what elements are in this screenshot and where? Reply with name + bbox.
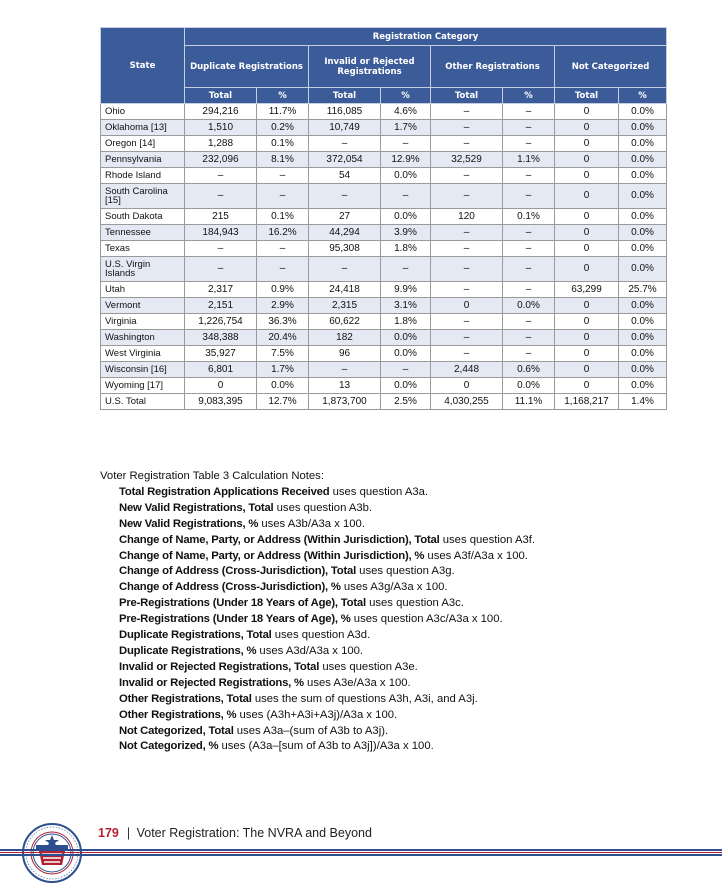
state-name-cell: Oklahoma [13]: [101, 120, 185, 136]
value-cell: –: [503, 184, 555, 209]
value-cell: 96: [309, 346, 381, 362]
note-line: [119, 660, 700, 676]
value-cell: 2.5%: [381, 394, 431, 410]
value-cell: 0.0%: [619, 136, 667, 152]
value-cell: 294,216: [185, 104, 257, 120]
note-term: Not Categorized, Total: [119, 724, 234, 737]
note-term: New Valid Registrations, Total: [119, 501, 274, 514]
value-cell: –: [431, 104, 503, 120]
value-cell: –: [309, 362, 381, 378]
footer-stripes: [0, 849, 722, 856]
value-cell: 95,308: [309, 241, 381, 257]
value-cell: 1.7%: [257, 362, 309, 378]
value-cell: 182: [309, 330, 381, 346]
note-term: Pre-Registrations (Under 18 Years of Age), Total: [119, 597, 366, 610]
value-cell: 0.0%: [619, 184, 667, 209]
note-term: Invalid or Rejected Registrations, Total: [119, 660, 320, 673]
table-row: [101, 136, 667, 152]
value-cell: 0.0%: [619, 378, 667, 394]
value-cell: 1,873,700: [309, 394, 381, 410]
note-term: Duplicate Registrations, Total: [119, 629, 272, 642]
note-description: uses (A3a–[sum of A3b to A3j])/A3a x 100.: [218, 740, 434, 753]
table-row: [101, 184, 667, 209]
value-cell: 0.1%: [503, 209, 555, 225]
value-cell: 0.0%: [381, 346, 431, 362]
value-cell: –: [503, 330, 555, 346]
value-cell: 0: [431, 298, 503, 314]
value-cell: –: [309, 257, 381, 282]
value-cell: 8.1%: [257, 152, 309, 168]
group-header-duplicate: Duplicate Registrations: [185, 46, 309, 88]
note-description: uses the sum of questions A3h, A3i, and A3j.: [251, 692, 478, 705]
value-cell: –: [431, 184, 503, 209]
table-row: [101, 298, 667, 314]
table-row: [101, 378, 667, 394]
note-line: [119, 644, 700, 660]
value-cell: 372,054: [309, 152, 381, 168]
value-cell: 13: [309, 378, 381, 394]
note-description: uses question A3f.: [439, 533, 536, 546]
value-cell: 12.9%: [381, 152, 431, 168]
calculation-notes: [100, 469, 700, 755]
value-cell: 0: [555, 136, 619, 152]
value-cell: 2,151: [185, 298, 257, 314]
note-term: Duplicate Registrations, %: [119, 644, 257, 657]
state-name-cell: U.S. Total: [101, 394, 185, 410]
note-description: uses question A3a.: [329, 485, 429, 498]
table-row: [101, 362, 667, 378]
value-cell: 16.2%: [257, 225, 309, 241]
value-cell: 27: [309, 209, 381, 225]
table-row: [101, 394, 667, 410]
note-line: [119, 501, 700, 517]
value-cell: 0: [555, 298, 619, 314]
value-cell: 0.0%: [257, 378, 309, 394]
value-cell: –: [185, 257, 257, 282]
value-cell: –: [431, 314, 503, 330]
value-cell: 2.9%: [257, 298, 309, 314]
value-cell: 0.0%: [619, 362, 667, 378]
value-cell: 0: [555, 330, 619, 346]
value-cell: –: [257, 184, 309, 209]
value-cell: –: [381, 136, 431, 152]
value-cell: –: [503, 136, 555, 152]
note-term: Not Categorized, %: [119, 740, 219, 753]
value-cell: 0.9%: [257, 282, 309, 298]
value-cell: 7.5%: [257, 346, 309, 362]
value-cell: 0.0%: [619, 104, 667, 120]
note-term: Pre-Registrations (Under 18 Years of Age), %: [119, 613, 351, 626]
note-term: Change of Address (Cross-Jurisdiction), Total: [119, 565, 357, 578]
value-cell: 0.1%: [257, 136, 309, 152]
state-name-cell: U.S. Virgin Islands: [101, 257, 185, 282]
value-cell: 0.0%: [381, 209, 431, 225]
value-cell: 3.9%: [381, 225, 431, 241]
note-term: New Valid Registrations, %: [119, 517, 259, 530]
value-cell: 0.0%: [619, 330, 667, 346]
value-cell: 25.7%: [619, 282, 667, 298]
value-cell: –: [503, 225, 555, 241]
value-cell: –: [431, 257, 503, 282]
value-cell: –: [185, 184, 257, 209]
note-line: [119, 596, 700, 612]
value-cell: 0: [555, 346, 619, 362]
value-cell: 0: [555, 152, 619, 168]
value-cell: –: [309, 136, 381, 152]
value-cell: 54: [309, 168, 381, 184]
table-row: [101, 282, 667, 298]
value-cell: –: [431, 330, 503, 346]
note-line: [119, 485, 700, 501]
note-term: Total Registration Applications Received: [119, 485, 330, 498]
state-name-cell: Utah: [101, 282, 185, 298]
value-cell: 0: [431, 378, 503, 394]
value-cell: 1,168,217: [555, 394, 619, 410]
value-cell: 0.0%: [619, 120, 667, 136]
note-description: uses question A3b.: [273, 501, 373, 514]
note-description: uses (A3h+A3i+A3j)/A3a x 100.: [236, 708, 398, 721]
note-description: uses question A3g.: [356, 565, 455, 578]
value-cell: 348,388: [185, 330, 257, 346]
value-cell: 1.8%: [381, 314, 431, 330]
value-cell: –: [381, 184, 431, 209]
table-row: [101, 346, 667, 362]
state-name-cell: Pennsylvania: [101, 152, 185, 168]
value-cell: 0.0%: [503, 378, 555, 394]
note-description: uses A3e/A3a x 100.: [303, 676, 411, 689]
value-cell: 6,801: [185, 362, 257, 378]
note-term: Change of Address (Cross-Jurisdiction), %: [119, 581, 341, 594]
note-line: [119, 549, 700, 565]
value-cell: 3.1%: [381, 298, 431, 314]
note-line: [119, 517, 700, 533]
note-description: uses question A3c/A3a x 100.: [350, 613, 503, 626]
value-cell: 10,749: [309, 120, 381, 136]
table-body: [101, 104, 667, 410]
value-cell: –: [431, 282, 503, 298]
state-name-cell: Texas: [101, 241, 185, 257]
value-cell: –: [257, 168, 309, 184]
registration-table: [100, 27, 667, 410]
value-cell: 0.0%: [619, 314, 667, 330]
value-cell: 0.0%: [381, 168, 431, 184]
value-cell: 4.6%: [381, 104, 431, 120]
note-line: [119, 676, 700, 692]
value-cell: 0.1%: [257, 209, 309, 225]
value-cell: 0.0%: [619, 241, 667, 257]
value-cell: –: [503, 168, 555, 184]
sub-header-total: Total: [185, 88, 257, 104]
note-term: Change of Name, Party, or Address (Within Jurisdiction), Total: [119, 533, 440, 546]
value-cell: 0: [555, 362, 619, 378]
value-cell: 9.9%: [381, 282, 431, 298]
table-row: [101, 209, 667, 225]
table-row: [101, 152, 667, 168]
note-term: Other Registrations, %: [119, 708, 237, 721]
note-line: [119, 612, 700, 628]
value-cell: 0.0%: [381, 378, 431, 394]
value-cell: 232,096: [185, 152, 257, 168]
value-cell: 9,083,395: [185, 394, 257, 410]
value-cell: 0: [555, 120, 619, 136]
value-cell: 2,317: [185, 282, 257, 298]
value-cell: 0: [185, 378, 257, 394]
value-cell: 0.6%: [503, 362, 555, 378]
footer-separator: |: [126, 826, 131, 840]
value-cell: 120: [431, 209, 503, 225]
group-header-not-categorized: Not Categorized: [555, 46, 667, 88]
value-cell: 0.0%: [619, 298, 667, 314]
sub-header-percent: %: [619, 88, 667, 104]
value-cell: 0: [555, 104, 619, 120]
value-cell: 116,085: [309, 104, 381, 120]
state-name-cell: Ohio: [101, 104, 185, 120]
value-cell: 0.2%: [257, 120, 309, 136]
value-cell: –: [431, 120, 503, 136]
state-name-cell: Wyoming [17]: [101, 378, 185, 394]
note-line: [119, 724, 700, 740]
table-row: [101, 104, 667, 120]
state-name-cell: Oregon [14]: [101, 136, 185, 152]
note-line: [119, 739, 700, 755]
value-cell: 0.0%: [381, 330, 431, 346]
note-description: uses A3g/A3a x 100.: [340, 581, 448, 594]
value-cell: 0: [555, 314, 619, 330]
value-cell: 0: [555, 257, 619, 282]
state-name-cell: Virginia: [101, 314, 185, 330]
page-footer: [98, 826, 372, 840]
group-header-other: Other Registrations: [431, 46, 555, 88]
note-description: uses A3b/A3a x 100.: [258, 517, 365, 530]
value-cell: 1,226,754: [185, 314, 257, 330]
category-header: Registration Category: [185, 28, 667, 46]
value-cell: –: [431, 136, 503, 152]
value-cell: –: [381, 362, 431, 378]
value-cell: 0: [555, 241, 619, 257]
value-cell: –: [503, 257, 555, 282]
note-line: [119, 564, 700, 580]
state-column-header: State: [101, 28, 185, 104]
page-number: 179: [98, 826, 119, 840]
value-cell: –: [503, 120, 555, 136]
value-cell: 44,294: [309, 225, 381, 241]
value-cell: 35,927: [185, 346, 257, 362]
table-row: [101, 241, 667, 257]
note-line: [119, 628, 700, 644]
value-cell: 0.0%: [619, 209, 667, 225]
note-description: uses A3d/A3a x 100.: [256, 644, 364, 657]
value-cell: –: [503, 104, 555, 120]
notes-title: Voter Registration Table 3 Calculation Notes:: [100, 470, 324, 482]
value-cell: –: [185, 241, 257, 257]
value-cell: 0: [555, 184, 619, 209]
value-cell: –: [257, 257, 309, 282]
footer-title: Voter Registration: The NVRA and Beyond: [136, 826, 372, 840]
table-row: [101, 120, 667, 136]
sub-header-percent: %: [257, 88, 309, 104]
value-cell: 0: [555, 209, 619, 225]
notes-list: [100, 485, 700, 755]
value-cell: 1.7%: [381, 120, 431, 136]
value-cell: 2,315: [309, 298, 381, 314]
value-cell: 1.1%: [503, 152, 555, 168]
table-row: [101, 314, 667, 330]
value-cell: 2,448: [431, 362, 503, 378]
sub-header-total: Total: [431, 88, 503, 104]
value-cell: 11.7%: [257, 104, 309, 120]
value-cell: –: [503, 346, 555, 362]
note-description: uses A3a–(sum of A3b to A3j).: [233, 724, 389, 737]
note-description: uses question A3e.: [319, 660, 418, 673]
value-cell: –: [431, 168, 503, 184]
note-description: uses question A3d.: [271, 629, 371, 642]
value-cell: 24,418: [309, 282, 381, 298]
value-cell: 4,030,255: [431, 394, 503, 410]
note-line: [119, 533, 700, 549]
state-name-cell: Vermont: [101, 298, 185, 314]
value-cell: 60,622: [309, 314, 381, 330]
sub-header-total: Total: [555, 88, 619, 104]
note-term: Invalid or Rejected Registrations, %: [119, 676, 304, 689]
value-cell: 1,288: [185, 136, 257, 152]
value-cell: –: [503, 282, 555, 298]
value-cell: 32,529: [431, 152, 503, 168]
value-cell: –: [431, 241, 503, 257]
state-name-cell: Rhode Island: [101, 168, 185, 184]
value-cell: 20.4%: [257, 330, 309, 346]
table-row: [101, 330, 667, 346]
table-row: [101, 257, 667, 282]
state-name-cell: Wisconsin [16]: [101, 362, 185, 378]
sub-header-percent: %: [381, 88, 431, 104]
note-description: uses question A3c.: [365, 597, 464, 610]
value-cell: 1.4%: [619, 394, 667, 410]
note-term: Other Registrations, Total: [119, 692, 252, 705]
value-cell: 0.0%: [619, 225, 667, 241]
state-name-cell: Washington: [101, 330, 185, 346]
value-cell: –: [309, 184, 381, 209]
value-cell: 0.0%: [619, 257, 667, 282]
note-description: uses A3f/A3a x 100.: [424, 549, 528, 562]
table-row: [101, 225, 667, 241]
value-cell: 1,510: [185, 120, 257, 136]
sub-header-total: Total: [309, 88, 381, 104]
value-cell: –: [431, 225, 503, 241]
value-cell: –: [503, 314, 555, 330]
value-cell: 0: [555, 168, 619, 184]
value-cell: 184,943: [185, 225, 257, 241]
note-line: [119, 708, 700, 724]
value-cell: 0.0%: [619, 168, 667, 184]
sub-header-percent: %: [503, 88, 555, 104]
value-cell: –: [381, 257, 431, 282]
value-cell: 36.3%: [257, 314, 309, 330]
table-row: [101, 168, 667, 184]
value-cell: 0.0%: [619, 346, 667, 362]
value-cell: –: [257, 241, 309, 257]
value-cell: 12.7%: [257, 394, 309, 410]
value-cell: –: [185, 168, 257, 184]
value-cell: 63,299: [555, 282, 619, 298]
note-term: Change of Name, Party, or Address (Within Jurisdiction), %: [119, 549, 425, 562]
value-cell: –: [503, 241, 555, 257]
value-cell: 0.0%: [619, 152, 667, 168]
state-name-cell: West Virginia: [101, 346, 185, 362]
value-cell: 0: [555, 225, 619, 241]
value-cell: 0.0%: [503, 298, 555, 314]
value-cell: 11.1%: [503, 394, 555, 410]
note-line: [119, 580, 700, 596]
value-cell: –: [431, 346, 503, 362]
value-cell: 1.8%: [381, 241, 431, 257]
note-line: [119, 692, 700, 708]
state-name-cell: South Carolina [15]: [101, 184, 185, 209]
group-header-invalid: Invalid or Rejected Registrations: [309, 46, 431, 88]
value-cell: 0: [555, 378, 619, 394]
state-name-cell: Tennessee: [101, 225, 185, 241]
value-cell: 215: [185, 209, 257, 225]
state-name-cell: South Dakota: [101, 209, 185, 225]
